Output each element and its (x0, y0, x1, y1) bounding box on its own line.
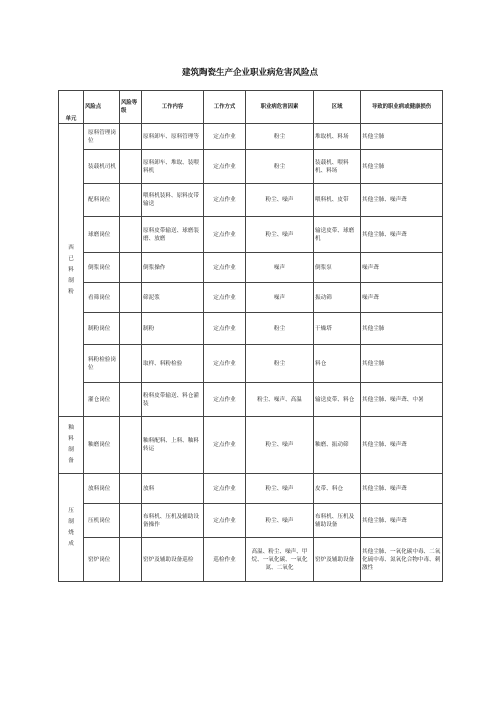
area-cell: 干燥塔 (314, 313, 361, 345)
risk-point-cell: 放料岗位 (84, 474, 120, 504)
area-cell: 输送皮带、料仓 (314, 383, 361, 417)
table-row (59, 253, 443, 283)
work-method-cell: 定点作业 (204, 283, 246, 313)
area-cell: 输送皮带、球磨机 (314, 217, 361, 253)
hazard-factors-cell: 粉尘、噪声 (246, 417, 314, 474)
header-risk-point: 风险点 (84, 91, 120, 124)
hazard-factors-cell: 粉尘、噪声 (246, 504, 314, 538)
hazard-factors-cell: 噪声 (246, 253, 314, 283)
work-content-cell: 放料 (142, 474, 204, 504)
table-row (59, 124, 443, 150)
risk-point-cell: 料粉检验岗位 (84, 345, 120, 383)
area-cell: 料仓 (314, 345, 361, 383)
work-content-cell: 喂料机装料、原料皮带输送 (142, 184, 204, 217)
risk-point-cell: 灌仓岗位 (84, 383, 120, 417)
work-content-cell: 制粉 (142, 313, 204, 345)
diseases-cell: 其他尘肺 (361, 313, 443, 345)
work-content-cell: 窑炉及辅助设备巡检 (142, 538, 204, 582)
unit-label: 釉料制备 (68, 425, 74, 464)
work-content-cell: 粉料皮带输送、料仓灌装 (142, 383, 204, 417)
hazard-factors-cell: 粉尘 (246, 124, 314, 150)
work-content-cell: 倒浆操作 (142, 253, 204, 283)
risk-level-cell (120, 474, 142, 504)
header-work-method: 工作方式 (204, 91, 246, 124)
hazard-factors-cell: 粉尘、噪声、高温 (246, 383, 314, 417)
risk-point-cell: 窑炉岗位 (84, 538, 120, 582)
work-method-cell: 定点作业 (204, 313, 246, 345)
header-row (59, 91, 443, 124)
area-cell: 喂料机、皮带 (314, 184, 361, 217)
header-area: 区域 (314, 91, 361, 124)
work-content-cell: 筛泥浆 (142, 283, 204, 313)
hazard-factors-cell: 噪声 (246, 283, 314, 313)
unit-label: 压制烧成 (68, 507, 74, 547)
header-hazard-factors: 职业病危害因素 (246, 91, 314, 124)
table-row (59, 150, 443, 184)
work-method-cell: 定点作业 (204, 124, 246, 150)
risk-level-cell (120, 345, 142, 383)
work-content-cell: 釉料配料、上料、釉料转运 (142, 417, 204, 474)
work-content-cell: 取样、料粉检验 (142, 345, 204, 383)
risk-level-cell (120, 283, 142, 313)
work-content-cell: 原料卸车、原料管理等 (142, 124, 204, 150)
area-cell: 布料机、压机及辅助设备 (314, 504, 361, 538)
risk-point-cell: 压机岗位 (84, 504, 120, 538)
diseases-cell: 噪声聋 (361, 253, 443, 283)
work-content-cell: 布料机、压机及辅助设备操作 (142, 504, 204, 538)
risk-point-cell: 倒浆岗位 (84, 253, 120, 283)
table-row (59, 184, 443, 217)
risk-point-cell: 看筛岗位 (84, 283, 120, 313)
hazard-factors-cell: 粉尘、噪声 (246, 184, 314, 217)
table-row (59, 217, 443, 253)
table-row (59, 474, 443, 504)
diseases-cell: 其他尘肺 (361, 124, 443, 150)
risk-level-cell (120, 217, 142, 253)
diseases-cell: 其他尘肺、噪声聋 (361, 417, 443, 474)
area-cell: 倒浆泵 (314, 253, 361, 283)
risk-point-cell: 配料岗位 (84, 184, 120, 217)
risk-table (58, 90, 443, 582)
table-row (59, 345, 443, 383)
risk-level-cell (120, 124, 142, 150)
work-method-cell: 巡检作业 (204, 538, 246, 582)
work-method-cell: 定点作业 (204, 184, 246, 217)
area-cell: 装载机、喂料机、料场 (314, 150, 361, 184)
diseases-cell: 其他尘肺、噪声聋 (361, 474, 443, 504)
work-method-cell: 定点作业 (204, 345, 246, 383)
header-risk-level: 风险等级 (120, 91, 142, 124)
area-cell: 堆取机、料场 (314, 124, 361, 150)
hazard-factors-cell: 粉尘 (246, 150, 314, 184)
diseases-cell: 其他尘肺、噪声聋、中暑 (361, 383, 443, 417)
header-unit: 单元 (59, 91, 84, 124)
diseases-cell: 其他尘肺、噪声聋 (361, 504, 443, 538)
hazard-factors-cell: 高温、粉尘、噪声、甲烷、一氧化碳、一氧化氮、二氧化 (246, 538, 314, 582)
hazard-factors-cell: 粉尘、噪声 (246, 217, 314, 253)
unit-cell (59, 124, 84, 417)
diseases-cell: 其他尘肺、噪声聋 (361, 217, 443, 253)
risk-point-cell: 装载机司机 (84, 150, 120, 184)
risk-level-cell (120, 150, 142, 184)
risk-level-cell (120, 313, 142, 345)
work-content-cell: 原料皮带输送、球磨装磨、放磨 (142, 217, 204, 253)
diseases-cell: 噪声聋 (361, 283, 443, 313)
work-method-cell: 定点作业 (204, 383, 246, 417)
hazard-factors-cell: 粉尘 (246, 345, 314, 383)
header-diseases: 导致的职业病或健康损伤 (361, 91, 443, 124)
work-method-cell: 定点作业 (204, 474, 246, 504)
risk-level-cell (120, 184, 142, 217)
table-row (59, 313, 443, 345)
work-method-cell: 定点作业 (204, 253, 246, 283)
table-row (59, 504, 443, 538)
risk-point-cell: 制粉岗位 (84, 313, 120, 345)
risk-level-cell (120, 253, 142, 283)
risk-point-cell: 釉磨岗位 (84, 417, 120, 474)
area-cell: 振动筛 (314, 283, 361, 313)
work-method-cell: 定点作业 (204, 504, 246, 538)
table-body (59, 124, 443, 582)
risk-level-cell (120, 504, 142, 538)
hazard-factors-cell: 粉尘 (246, 313, 314, 345)
table-row (59, 417, 443, 474)
diseases-cell: 其他尘肺、噪声聋 (361, 184, 443, 217)
table-row (59, 383, 443, 417)
work-content-cell: 原料卸车、堆取、装喂料机 (142, 150, 204, 184)
risk-level-cell (120, 383, 142, 417)
diseases-cell: 其他尘肺 (361, 150, 443, 184)
unit-cell (59, 417, 84, 474)
diseases-cell: 其他尘肺、一氧化碳中毒、二氧化硫中毒、氮氧化合物中毒、刺激性 (361, 538, 443, 582)
risk-level-cell (120, 417, 142, 474)
work-method-cell: 定点作业 (204, 150, 246, 184)
diseases-cell: 其他尘肺 (361, 345, 443, 383)
risk-level-cell (120, 538, 142, 582)
area-cell: 窑炉及辅助设备 (314, 538, 361, 582)
work-method-cell: 定点作业 (204, 217, 246, 253)
table-row (59, 283, 443, 313)
hazard-factors-cell: 粉尘、噪声 (246, 474, 314, 504)
unit-cell (59, 474, 84, 582)
unit-label: 西已料制粉 (68, 244, 74, 295)
work-method-cell: 定点作业 (204, 417, 246, 474)
area-cell: 皮带、料仓 (314, 474, 361, 504)
document-title: 建筑陶瓷生产企业职业病危害风险点 (181, 68, 318, 78)
table-row (59, 538, 443, 582)
header-work-content: 工作内容 (142, 91, 204, 124)
risk-point-cell: 球磨岗位 (84, 217, 120, 253)
risk-point-cell: 原料管理岗位 (84, 124, 120, 150)
area-cell: 釉磨、振动筛 (314, 417, 361, 474)
